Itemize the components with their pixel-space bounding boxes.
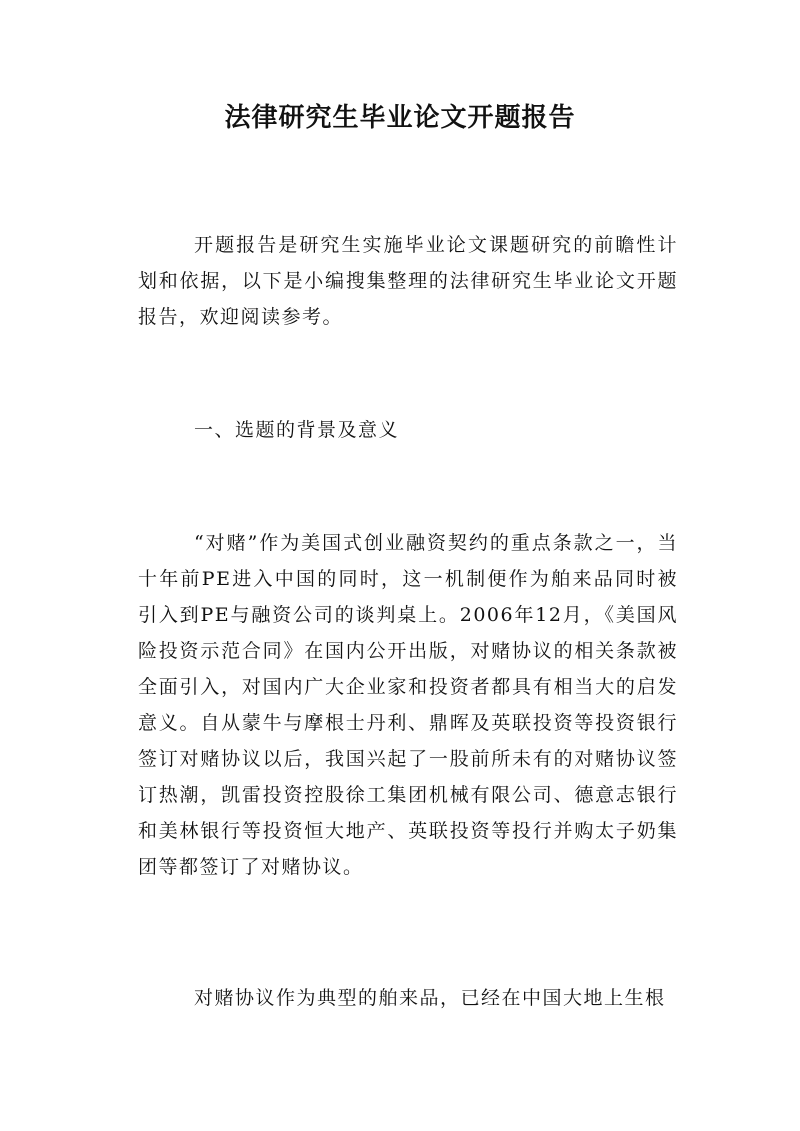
intro-paragraph: 开题报告是研究生实施毕业论文课题研究的前瞻性计划和依据，以下是小编搜集整理的法律研究生毕业论文开题报告，欢迎阅读参考。 — [138, 234, 678, 328]
section-heading: 一、选题的背景及意义 — [194, 419, 400, 441]
body-paragraph: 对赌协议作为典型的舶来品，已经在中国大地上生根 — [194, 987, 666, 1009]
document-title: 法律研究生毕业论文开题报告 — [224, 103, 576, 133]
body-paragraph: “对赌”作为美国式创业融资契约的重点条款之一，当十年前PE进入中国的同时，这一机制便作为舶来品同时被引入到PE与融资公司的谈判桌上。2006年12月，《美国风险投资示范合同》在国内公开出版，对赌协议的相关条款被全面引入，对国内广大企业家和投资者都具有相当大的启发意义。自从蒙牛与摩根士丹利、鼎晖及英联投资等投资银行签订对赌协议以后，我国兴起了一股前所未有的对赌协议签订热潮，凯雷投资控股徐工集团机械有限公司、德意志银行和美林银行等投资恒大地产、英联投资等投行并购太子奶集团等都签订了对赌协议。 — [138, 532, 678, 878]
